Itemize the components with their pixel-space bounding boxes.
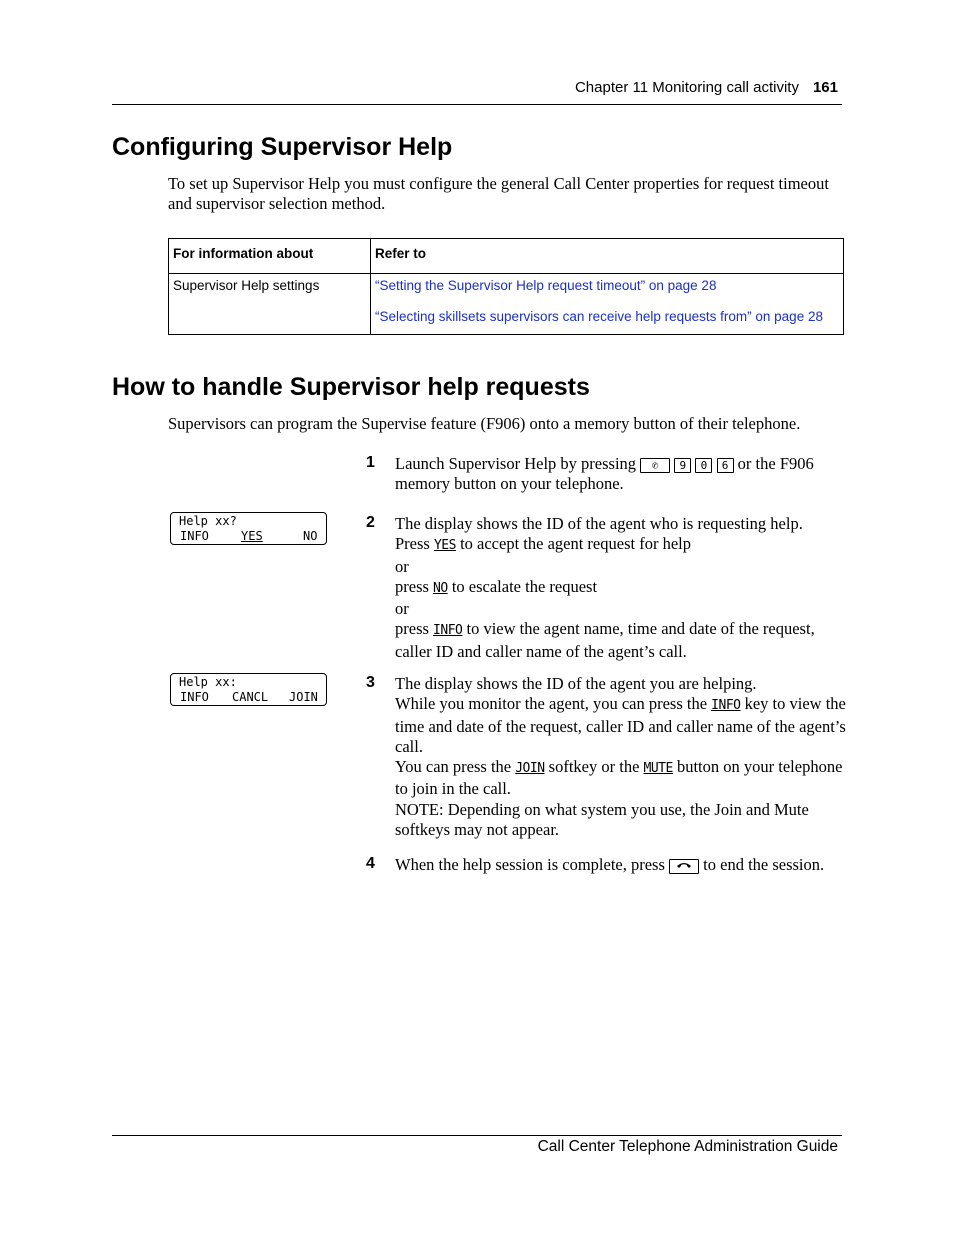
header-rule <box>112 104 842 105</box>
page-number: 161 <box>812 79 838 96</box>
step-text-segment: key to view the time and date of the request, caller ID and caller name of the agent’s call. <box>395 694 846 756</box>
step-text <box>395 674 846 840</box>
chapter-title: Chapter 11 Monitoring call activity <box>574 79 799 96</box>
step-line <box>395 577 846 599</box>
footer-title: Call Center Telephone Administration Guide <box>537 1138 838 1155</box>
section-title-configuring: Configuring Supervisor Help <box>112 133 453 161</box>
display-softkey-cancl: CANCL <box>232 690 269 704</box>
step-text-segment: to accept the agent request for help <box>460 534 691 554</box>
table-row <box>169 274 844 335</box>
step-text <box>395 454 846 495</box>
step-number: 3 <box>366 674 375 691</box>
no-softkey: NO <box>433 580 448 596</box>
table-header-cell: Refer to <box>371 239 844 274</box>
step-line <box>395 534 846 556</box>
step-text-segment: to end the session. <box>703 855 825 874</box>
footer-rule <box>112 1135 842 1136</box>
table-cell-topic: Supervisor Help settings <box>169 274 371 335</box>
step-line: The display shows the ID of the agent you are helping. <box>395 674 757 693</box>
table-header-row <box>169 239 844 274</box>
step-line-or: or <box>395 599 409 619</box>
step-number: 1 <box>366 454 375 471</box>
display-softkey-info: INFO <box>180 529 209 543</box>
display-line-1: Help xx: <box>179 675 237 689</box>
step-text-segment: press <box>395 619 429 639</box>
display-softkey-yes: YES <box>241 529 263 543</box>
step-line <box>395 757 846 800</box>
step-text-segment: While you monitor the agent, you can press the <box>395 694 708 714</box>
display-softkey-join: JOIN <box>289 690 318 704</box>
step-note: NOTE: Depending on what system you use, the Join and Mute softkeys may not appear. <box>395 799 809 840</box>
display-softkey-no: NO <box>303 529 318 543</box>
feature-key-icon: ✆ <box>640 458 670 473</box>
phone-display-helping <box>170 673 327 706</box>
info-softkey: INFO <box>433 623 463 639</box>
step-text-segment: or the F906 memory button on your telephone. <box>395 454 814 494</box>
section-intro-handle-requests: Supervisors can program the Supervise feature (F906) onto a memory button of their telephone. <box>168 414 801 433</box>
step-line: The display shows the ID of the agent who is requesting help. <box>395 514 803 533</box>
info-softkey: INFO <box>711 698 741 714</box>
table-cell-links <box>371 274 844 335</box>
step-line-or: or <box>395 556 409 576</box>
dial-key-0: 0 <box>695 458 712 473</box>
release-key-icon <box>669 859 699 874</box>
step-line <box>395 619 846 662</box>
display-softkey-info: INFO <box>180 690 209 704</box>
join-softkey: JOIN <box>515 761 545 777</box>
reference-table <box>168 238 844 335</box>
step-line <box>395 694 846 757</box>
step-text-segment: to escalate the request <box>451 576 598 596</box>
step-text-segment: When the help session is complete, press <box>395 855 665 874</box>
step-text-segment: Press <box>395 534 430 554</box>
dial-key-9: 9 <box>674 458 691 473</box>
display-line-1: Help xx? <box>179 514 237 528</box>
step-number: 4 <box>366 855 375 872</box>
table-header-cell: For information about <box>169 239 371 274</box>
step-text-segment: softkey or the <box>548 757 640 777</box>
running-header <box>575 79 838 96</box>
section-intro-configuring: To set up Supervisor Help you must configure the general Call Center properties for request timeout and supervisor selection method. <box>168 174 829 213</box>
cross-reference-link[interactable]: “Selecting skillsets supervisors can receive help requests from” on page 28 <box>375 309 823 324</box>
step-text-segment: You can press the <box>395 757 512 777</box>
section-title-handle-requests: How to handle Supervisor help requests <box>112 373 590 401</box>
step-number: 2 <box>366 514 375 531</box>
phone-display-help-request <box>170 512 327 545</box>
cross-reference-link[interactable]: “Setting the Supervisor Help request timeout” on page 28 <box>375 278 717 293</box>
step-text-segment: press <box>395 576 429 596</box>
step-text-segment: to view the agent name, time and date of the request, caller ID and caller name of the agent’s call. <box>395 619 815 661</box>
step-text-segment: button on your telephone to join in the call. <box>395 757 843 799</box>
step-text-segment: Launch Supervisor Help by pressing <box>395 454 637 473</box>
dial-key-6: 6 <box>717 458 734 473</box>
step-text <box>395 514 846 662</box>
step-text <box>395 855 855 875</box>
mute-button-label: MUTE <box>643 761 673 777</box>
yes-softkey: YES <box>433 538 456 554</box>
